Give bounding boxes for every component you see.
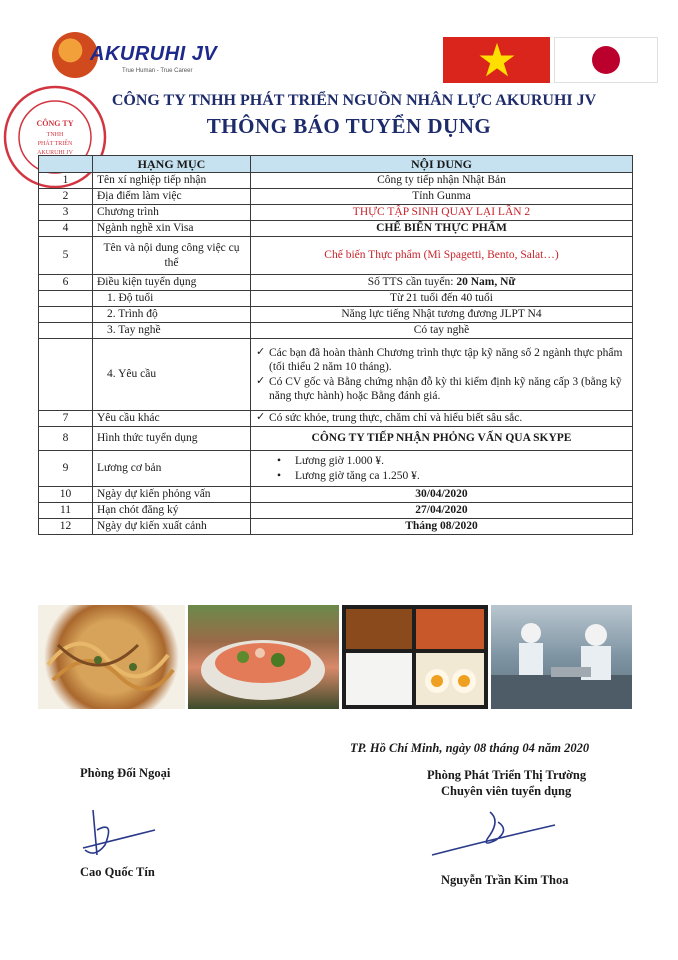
table-subrow bbox=[39, 307, 633, 323]
row-content: 30/04/2020 bbox=[251, 487, 633, 503]
spaghetti-photo bbox=[38, 605, 185, 709]
table-header-row bbox=[39, 156, 633, 173]
row-number bbox=[39, 323, 93, 339]
logo-tagline: True Human - True Career bbox=[122, 68, 193, 74]
table-row bbox=[39, 503, 633, 519]
row-content bbox=[251, 411, 633, 427]
subrow-label: 2. Trình độ bbox=[93, 307, 251, 323]
table-row bbox=[39, 237, 633, 275]
row-content: Công ty tiếp nhận Nhật Bản bbox=[251, 173, 633, 189]
factory-photo bbox=[491, 605, 632, 709]
japan-flag-icon bbox=[554, 37, 658, 83]
requirement-item: ✓ Các bạn đã hoàn thành Chương trình thực tập kỹ năng số 2 ngành thực phẩm (tối thiểu 2 năm 10 tháng). bbox=[255, 346, 628, 375]
logo-text: AKURUHI JV bbox=[90, 43, 218, 65]
row-content bbox=[251, 451, 633, 487]
header-item: HẠNG MỤC bbox=[93, 156, 251, 173]
row-content: CÔNG TY TIẾP NHẬN PHỎNG VẤN QUA SKYPE bbox=[251, 427, 633, 451]
header-number bbox=[39, 156, 93, 173]
left-signer-name: Cao Quốc Tín bbox=[80, 865, 155, 879]
table-row bbox=[39, 275, 633, 291]
row-number: 9 bbox=[39, 451, 93, 487]
row-item: Lương cơ bản bbox=[93, 451, 251, 487]
table-subrow bbox=[39, 323, 633, 339]
row-item: Hình thức tuyển dụng bbox=[93, 427, 251, 451]
row-content: 27/04/2020 bbox=[251, 503, 633, 519]
row-number bbox=[39, 291, 93, 307]
page-title: THÔNG BÁO TUYỂN DỤNG bbox=[206, 114, 492, 138]
row-item: Hạn chót đăng ký bbox=[93, 503, 251, 519]
svg-text:TNHH: TNHH bbox=[46, 132, 64, 138]
row-item: Tên và nội dung công việc cụ thể bbox=[93, 237, 251, 275]
row-number: 6 bbox=[39, 275, 93, 291]
subrow-label: 3. Tay nghề bbox=[93, 323, 251, 339]
row-number: 12 bbox=[39, 519, 93, 535]
svg-text:AKURUHI JV: AKURUHI JV bbox=[37, 150, 73, 156]
subrow-content: Năng lực tiếng Nhật tương đương JLPT N4 bbox=[251, 307, 633, 323]
signature-right-icon bbox=[430, 800, 560, 870]
row-item: Điều kiện tuyển dụng bbox=[93, 275, 251, 291]
row-item: Chương trình bbox=[93, 205, 251, 221]
header-content: NỘI DUNG bbox=[251, 156, 633, 173]
subrow-content bbox=[251, 339, 633, 411]
row-content bbox=[251, 275, 633, 291]
table-row bbox=[39, 487, 633, 503]
requirement-item: ✓ Có CV gốc và Bằng chứng nhận đỗ kỳ thi kiểm định kỹ năng cấp 3 (bằng kỹ năng thực hành) hoặc Bằng đánh giá. bbox=[255, 375, 628, 404]
row-content: Tháng 08/2020 bbox=[251, 519, 633, 535]
signature-left-icon bbox=[75, 800, 165, 870]
row-number: 10 bbox=[39, 487, 93, 503]
row-number: 7 bbox=[39, 411, 93, 427]
document-date: TP. Hồ Chí Minh, ngày 08 tháng 04 năm 2020 bbox=[350, 741, 590, 755]
vietnam-flag-icon bbox=[443, 37, 550, 83]
row-content: THỰC TẬP SINH QUAY LẠI LẦN 2 bbox=[251, 205, 633, 221]
svg-text:CÔNG TY: CÔNG TY bbox=[36, 119, 74, 128]
row-number: 2 bbox=[39, 189, 93, 205]
row-content: Chế biến Thực phẩm (Mì Spagetti, Bento, Salat…) bbox=[251, 237, 633, 275]
row-number bbox=[39, 307, 93, 323]
row-item: Ngành nghề xin Visa bbox=[93, 221, 251, 237]
table-row bbox=[39, 173, 633, 189]
table-row bbox=[39, 205, 633, 221]
row-number bbox=[39, 339, 93, 411]
table-row bbox=[39, 427, 633, 451]
row-number: 3 bbox=[39, 205, 93, 221]
row-item: Ngày dự kiến xuất cảnh bbox=[93, 519, 251, 535]
row-number: 11 bbox=[39, 503, 93, 519]
table-row bbox=[39, 451, 633, 487]
recruitment-table bbox=[38, 155, 633, 535]
row-number: 5 bbox=[39, 237, 93, 275]
salary-item: • Lương giờ 1.000 ¥. bbox=[277, 454, 628, 468]
table-subrow bbox=[39, 339, 633, 411]
company-logo bbox=[52, 32, 222, 82]
bento-photo bbox=[342, 605, 488, 709]
salad-photo bbox=[188, 605, 339, 709]
left-department: Phòng Đối Ngoại bbox=[80, 766, 171, 780]
table-subrow bbox=[39, 291, 633, 307]
row-content: CHẾ BIẾN THỰC PHẨM bbox=[251, 221, 633, 237]
subrow-label: 4. Yêu cầu bbox=[93, 339, 251, 411]
subrow-label: 1. Độ tuổi bbox=[93, 291, 251, 307]
table-row bbox=[39, 519, 633, 535]
salary-item: • Lương giờ tăng ca 1.250 ¥. bbox=[277, 469, 628, 483]
subrow-content: Từ 21 tuổi đến 40 tuổi bbox=[251, 291, 633, 307]
right-signer-name: Nguyễn Trần Kim Thoa bbox=[441, 873, 569, 887]
recruit-count-value: 20 Nam, Nữ bbox=[456, 276, 516, 289]
recruit-count-label: Số TTS cần tuyển: bbox=[367, 276, 457, 289]
table-row bbox=[39, 221, 633, 237]
row-item: Yêu cầu khác bbox=[93, 411, 251, 427]
row-number: 4 bbox=[39, 221, 93, 237]
table-row bbox=[39, 411, 633, 427]
row-number: 1 bbox=[39, 173, 93, 189]
row-content: Tỉnh Gunma bbox=[251, 189, 633, 205]
subrow-content: Có tay nghề bbox=[251, 323, 633, 339]
row-item: Tên xí nghiệp tiếp nhận bbox=[93, 173, 251, 189]
row-item: Ngày dự kiến phỏng vấn bbox=[93, 487, 251, 503]
table-row bbox=[39, 189, 633, 205]
requirement-item: ✓ Có sức khỏe, trung thực, chăm chỉ và hiểu biết sâu sắc. bbox=[255, 411, 628, 425]
right-role: Chuyên viên tuyển dụng bbox=[441, 784, 572, 798]
right-department: Phòng Phát Triển Thị Trường bbox=[427, 768, 587, 782]
company-name: CÔNG TY TNHH PHÁT TRIỂN NGUỒN NHÂN LỰC AKURUHI JV bbox=[111, 92, 597, 109]
row-number: 8 bbox=[39, 427, 93, 451]
svg-text:PHÁT TRIỂN: PHÁT TRIỂN bbox=[37, 141, 73, 147]
row-item: Địa điểm làm việc bbox=[93, 189, 251, 205]
